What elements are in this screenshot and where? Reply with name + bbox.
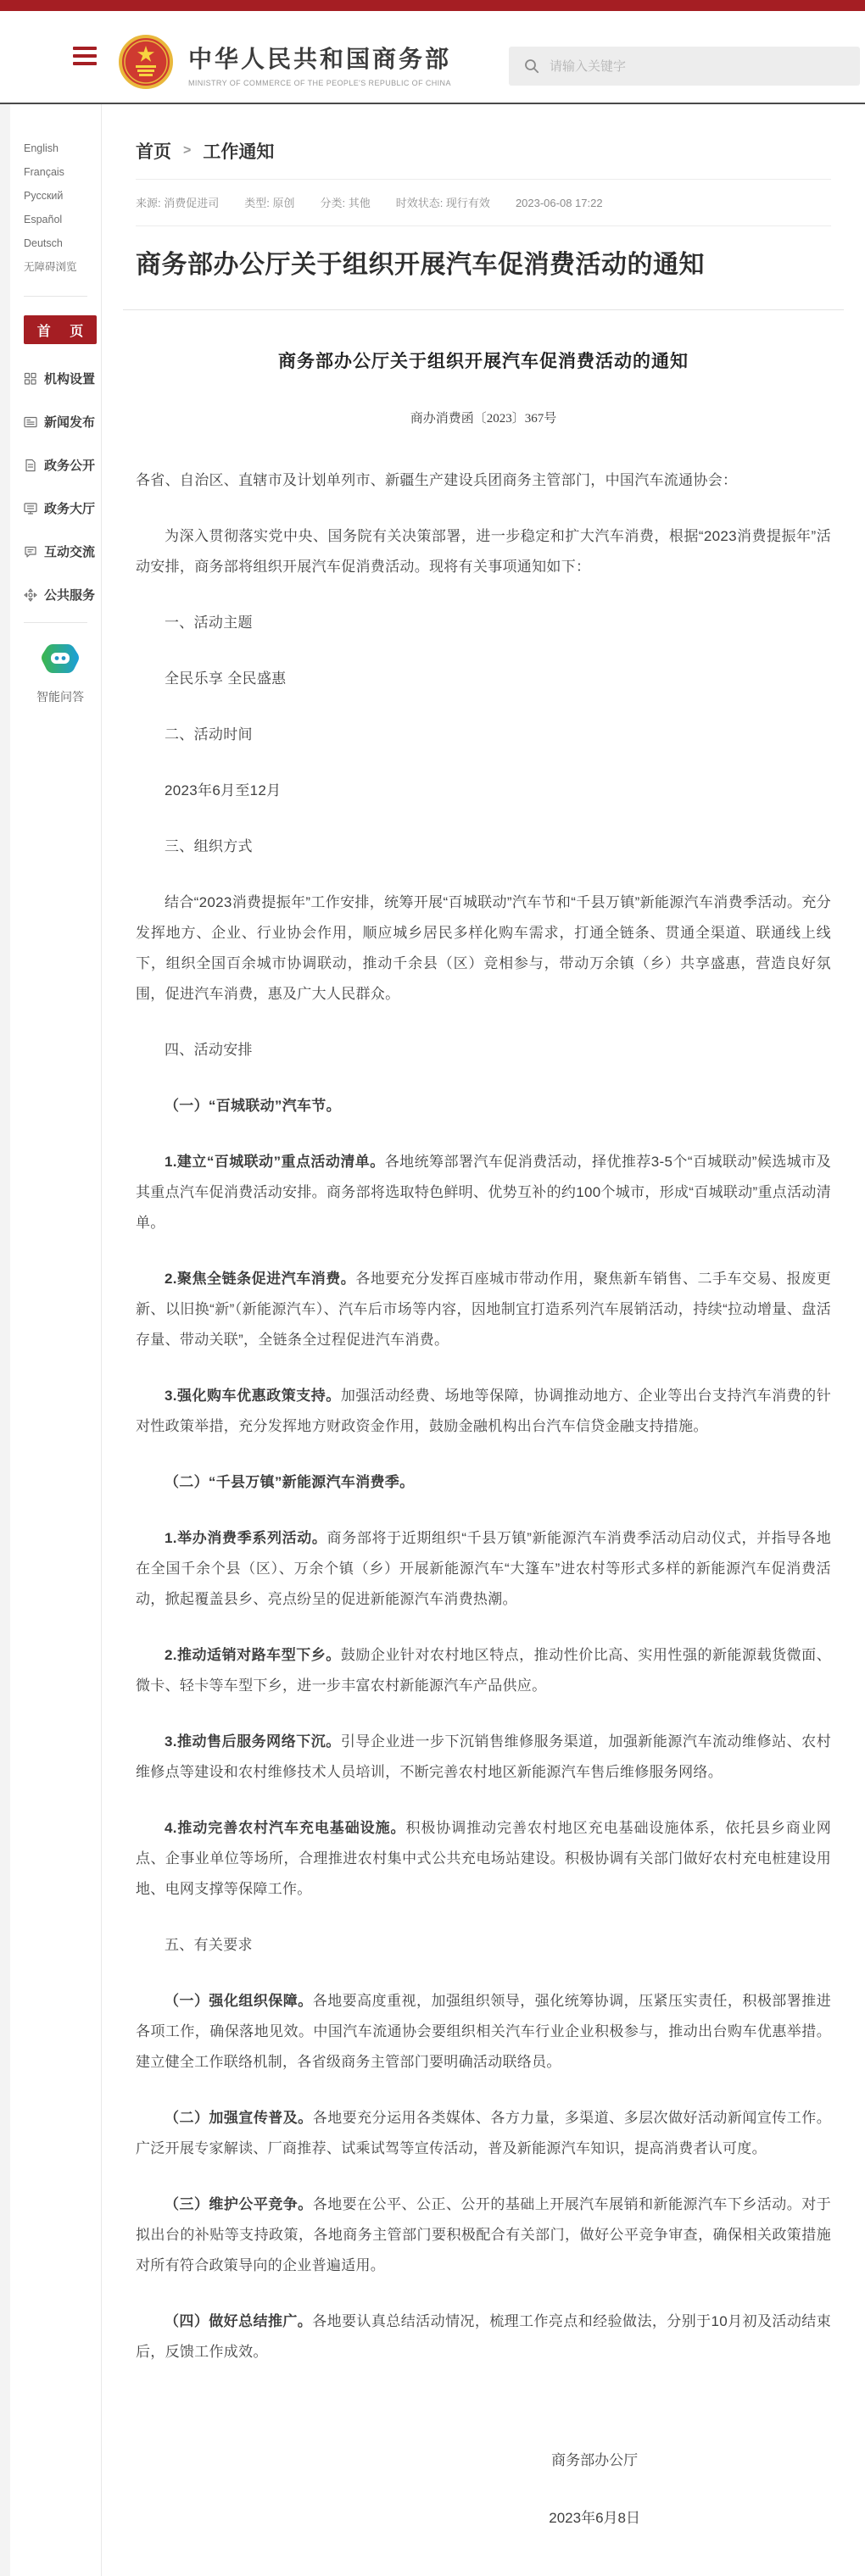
sidebar-item-政务公开[interactable]	[24, 456, 101, 474]
article-paragraph: 二、活动时间	[165, 726, 253, 743]
article-paragraph: 2.推动适销对路车型下乡。鼓励企业针对农村地区特点，推动性价比高、实用性强的新能源载货微面、微卡、轻卡等车型下乡，进一步丰富农村新能源汽车产品供应。	[136, 1646, 831, 1694]
site-subtitle: MINISTRY OF COMMERCE OF THE PEOPLE'S REPUBLIC OF CHINA	[188, 78, 451, 87]
article-body	[136, 465, 831, 2367]
national-emblem-logo	[119, 35, 173, 89]
monitor-icon	[24, 502, 37, 515]
language-link[interactable]: Deutsch	[24, 237, 63, 249]
signature-block	[549, 2445, 640, 2534]
signature-date: 2023年6月8日	[549, 2509, 640, 2526]
meta-item: 时效状态: 现行有效	[395, 197, 490, 209]
site-title: 中华人民共和国商务部	[188, 46, 452, 72]
meta-item: 来源: 消费促进司	[136, 197, 220, 209]
service-icon	[24, 588, 37, 602]
sidebar-divider	[24, 622, 87, 623]
sidebar-item-label: 政务大厅	[44, 502, 96, 516]
signature-org: 商务部办公厅	[551, 2451, 639, 2468]
article-paragraph: 四、活动安排	[165, 1041, 253, 1058]
language-links	[24, 138, 97, 253]
article-paragraph: （一）强化组织保障。各地要高度重视，加强组织领导，强化统筹协调，压紧压实责任，积极部署推进各项工作，确保落地见效。中国汽车流通协会要组织相关汽车行业企业积极参与，推动出台购车优惠举措。建立健全工作联络机制，各省级商务主管部门要明确活动联络员。	[136, 1992, 832, 2070]
news-icon	[24, 415, 37, 429]
article-paragraph: 全民乐享 全民盛惠	[165, 670, 287, 687]
article-paragraph: 1.建立“百城联动”重点活动清单。各地统筹部署汽车促消费活动，择优推荐3-5个“百城联动”候选城市及其重点汽车促消费活动安排。商务部将选取特色鲜明、优势互补的约100个城市，形成“百城联动”重点活动清单。	[136, 1153, 831, 1231]
language-link[interactable]: Français	[24, 166, 64, 178]
sidebar-nav	[24, 370, 101, 604]
breadcrumb	[136, 128, 831, 164]
article-paragraph: 为深入贯彻落实党中央、国务院有关决策部署，进一步稳定和扩大汽车消费，根据“2023消费提振年”活动安排，商务部将组织开展汽车促消费活动。现将有关事项通知如下：	[136, 527, 831, 575]
article-paragraph: 五、有关要求	[165, 1936, 253, 1953]
site-header	[0, 11, 865, 103]
breadcrumb-home[interactable]: 首页	[136, 142, 171, 162]
meta-item: 2023-06-08 17:22	[515, 197, 603, 209]
article-paragraph: （四）做好总结推广。各地要认真总结活动情况，梳理工作亮点和经验做法，分别于10月初及活动结束后，反馈工作成效。	[136, 2312, 831, 2360]
sidebar-item-label: 机构设置	[44, 372, 96, 387]
meta-item: 分类: 其他	[320, 197, 371, 209]
article-paragraph: 4.推动完善农村汽车充电基础设施。积极协调推动完善农村地区充电基础设施体系，依托县乡商业网点、企事业单位等场所，合理推进农村集中式公共充电场站建设。积极协调有关部门做好农村充电桩建设用地、电网支撑等保障工作。	[136, 1819, 832, 1897]
article-paragraph: （三）维护公平竞争。各地要在公平、公正、公开的基础上开展汽车展销和新能源汽车下乡活动。对于拟出台的补贴等支持政策，各地商务主管部门要积极配合有关部门，做好公平竞争审查，确保相关政策措施对所有符合政策导向的企业普遍适用。	[136, 2195, 832, 2273]
sidebar-home-button[interactable]: 首 页	[24, 315, 97, 344]
sidebar-item-互动交流[interactable]	[24, 542, 101, 560]
article-paragraph: （二）加强宣传普及。各地要充分运用各类媒体、各方力量，多渠道、多层次做好活动新闻宣传工作。广泛开展专家解读、厂商推荐、试乘试驾等宣传活动，普及新能源汽车知识，提高消费者认可度。	[136, 2109, 832, 2156]
smart-qa-widget	[24, 642, 97, 705]
sidebar-item-label: 新闻发布	[44, 415, 96, 430]
sidebar-divider	[24, 296, 87, 297]
language-link[interactable]: Русский	[24, 190, 64, 202]
document-title: 商务部办公厅关于组织开展汽车促消费活动的通知	[278, 350, 689, 371]
sidebar-item-label: 互动交流	[44, 545, 96, 559]
sidebar-item-新闻发布[interactable]	[24, 413, 101, 431]
chat-icon	[24, 545, 37, 559]
breadcrumb-current[interactable]: 工作通知	[203, 142, 275, 162]
article-paragraph: （一）“百城联动”汽车节。	[165, 1097, 341, 1114]
article-paragraph: 结合“2023消费提振年”工作安排，统筹开展“百城联动”汽车节和“千县万镇”新能源汽车消费季活动。充分发挥地方、企业、行业协会作用，顺应城乡居民多样化购车需求，打通全链条、贯通全渠道、联通线上线下，组织全国百余城市协调联动，推动千余县（区）竞相参与，带动万余镇（乡）共享盛惠，营造良好氛围，促进汽车消费，惠及广大人民群众。	[136, 893, 831, 1002]
sidebar-item-label: 政务公开	[44, 459, 96, 473]
article-paragraph: 各省、自治区、直辖市及计划单列市、新疆生产建设兵团商务主管部门，中国汽车流通协会：	[136, 471, 738, 488]
article-paragraph: 一、活动主题	[165, 614, 253, 631]
search-box[interactable]	[509, 47, 860, 86]
grid-icon	[24, 372, 37, 386]
article-paragraph: 3.推动售后服务网络下沉。引导企业进一步下沉销售维修服务渠道，加强新能源汽车流动维修站、农村维修点等建设和农村维修技术人员培训，不断完善农村地区新能源汽车售后维修服务网络。	[136, 1733, 831, 1780]
title-divider	[123, 309, 844, 310]
left-sidebar	[10, 104, 102, 2576]
language-link[interactable]: Español	[24, 214, 63, 225]
meta-divider	[136, 225, 831, 226]
document-icon	[24, 459, 37, 472]
article-paragraph: 1.举办消费季系列活动。商务部将于近期组织“千县万镇”新能源汽车消费季活动启动仪式，并指导各地在全国千余个县（区）、万余个镇（乡）开展新能源汽车“大篷车”进农村等形式多样的新能源汽车促消费活动，掀起覆盖县乡、亮点纷呈的促进新能源汽车消费热潮。	[136, 1529, 831, 1607]
breadcrumb-divider	[136, 179, 831, 180]
smart-qa-label[interactable]: 智能问答	[36, 690, 84, 704]
article-paragraph: 2023年6月至12月	[165, 782, 282, 798]
language-link[interactable]: English	[24, 142, 59, 154]
article-paragraph: 3.强化购车优惠政策支持。加强活动经费、场地等保障，协调推动地方、企业等出台支持汽车消费的针对性政策举措，充分发挥地方财政资金作用，鼓励金融机构出台汽车信贷金融支持措施。	[136, 1387, 831, 1434]
search-icon[interactable]	[524, 58, 539, 74]
menu-icon[interactable]	[73, 47, 97, 65]
sidebar-item-label: 公共服务	[44, 588, 96, 603]
meta-item: 类型: 原创	[244, 197, 295, 209]
sidebar-item-政务大厅[interactable]	[24, 499, 101, 517]
page-title: 商务部办公厅关于组织开展汽车促消费活动的通知	[136, 251, 705, 279]
main-area	[0, 103, 865, 2576]
top-red-bar	[0, 0, 865, 11]
document-number: 商办消费函〔2023〕367号	[410, 411, 557, 426]
smart-qa-robot-icon[interactable]	[41, 642, 80, 680]
article-meta	[136, 195, 831, 212]
article-paragraph: 2.聚焦全链条促进汽车消费。各地要充分发挥百座城市带动作用，聚焦新车销售、二手车交易、报废更新、以旧换“新”（新能源汽车）、汽车后市场等内容，因地制宜打造系列汽车展销活动，持续“拉动增量、盘活存量、带动关联”，全链条全过程促进汽车消费。	[136, 1270, 831, 1348]
sidebar-item-机构设置[interactable]	[24, 370, 101, 387]
sidebar-item-公共服务[interactable]	[24, 586, 101, 604]
article-paragraph: 三、组织方式	[165, 837, 253, 854]
chevron-right-icon: >	[183, 143, 192, 158]
article-content	[102, 104, 865, 2576]
accessibility-link[interactable]: 无障碍浏览	[24, 261, 77, 273]
search-input[interactable]	[550, 59, 804, 74]
article-paragraph: （二）“千县万镇”新能源汽车消费季。	[165, 1473, 415, 1490]
